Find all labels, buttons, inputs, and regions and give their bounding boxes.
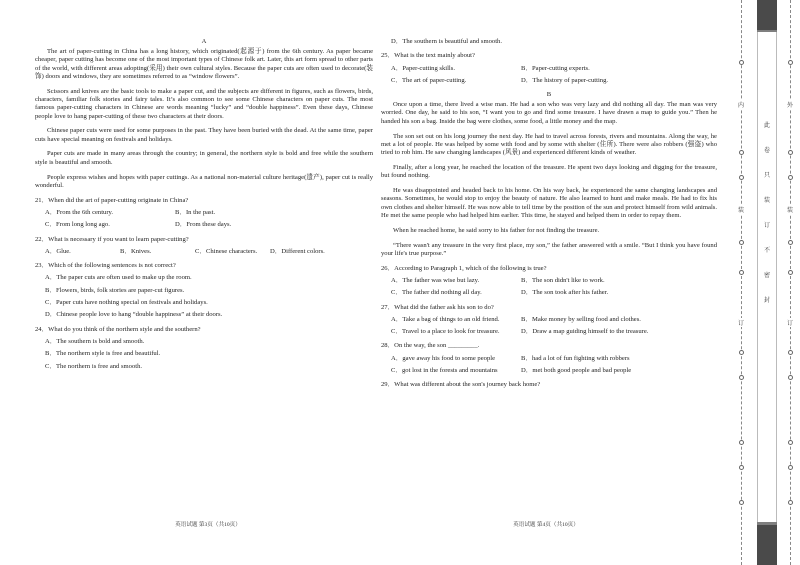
- options-row: [35, 311, 373, 319]
- question: [381, 304, 717, 337]
- question-stem: 23．Which of the following sentences is not correct?: [35, 262, 176, 270]
- paragraph: Chinese paper cuts were used for some purposes in the past. They have been buried with the dead. At the same time, paper cuts have special meaning on festivals and holidays.: [35, 127, 373, 143]
- binding-side-character: 订: [737, 318, 745, 327]
- page-footer-left: 英语试题 第3页（共10页）: [175, 522, 241, 528]
- options-row: [35, 221, 373, 229]
- section-title-b: B: [546, 91, 552, 99]
- passage-b: [381, 101, 717, 258]
- options-row: [381, 38, 717, 46]
- options-row: [381, 316, 717, 324]
- paragraph: The son set out on his long journey the next day. He had to travel across forests, rivers and mountains. Along the way, he met a lot of people. He was helped by some with food and by some with shelter (住所). There were also robbers (强盗) who tried to rob him. He saw changing landscapes (风景) and experienced different kinds of weather.: [381, 132, 717, 157]
- paragraph: He was disappointed and headed back to his home. On his way back, he experienced the same changing landscapes and seasons. Sometimes, he would stop to enjoy the beauty of nature. He also learned to hunt and make meals. He had to fix his own clothes and shelter himself. He was now able to tell time by the position of the sun and protect himself from wild animals. He met the same people who had helped him earlier. This time, he stayed and helped them in order to repay them.: [381, 187, 717, 219]
- paragraph: The art of paper-cutting in China has a long history, which originated(起源于) from the 6th century. As paper became cheaper, paper cutting has become one of the most important types of Chinese folk art. Later, this art form spread to other parts of the world, with different areas adopting(采用) their own cultural styles. Because the paper cuts are often used to decorate(装饰) doors and windows, they are sometimes referred to as “window flowers”.: [35, 48, 373, 80]
- paragraph: “There wasn't any treasure in the very first place, my son,” the father answered with a smile. “But I think you have found your life's true purpose.”: [381, 241, 717, 257]
- options-row: [381, 277, 717, 285]
- answer-option: C．Chinese characters.: [195, 247, 258, 255]
- answer-option: B．Make money by selling food and clothes.: [521, 315, 641, 323]
- options-row: [381, 65, 717, 73]
- answer-option: D．The son took after his father.: [521, 289, 609, 297]
- right-column: [381, 38, 717, 396]
- left-column: [35, 38, 373, 377]
- binding-side-character: 内: [737, 100, 745, 109]
- binding-hole: [739, 240, 744, 245]
- answer-option: A．Paper-cutting skills.: [391, 64, 455, 72]
- answer-option: C．The art of paper-cutting.: [391, 76, 467, 84]
- answer-option: A．Glue.: [45, 247, 71, 255]
- answer-option: A．gave away his food to some people: [391, 354, 496, 362]
- question: [381, 265, 717, 298]
- question: [381, 38, 717, 46]
- binding-bar-top: [757, 0, 777, 30]
- question: [381, 52, 717, 85]
- paragraph: Once upon a time, there lived a wise man. He had a son who was very lazy and did nothing all day. The man was very worried. One day, he said to his son, “I want you to go and find some treasure. I have drawn a map to guide you.” Then he handed his son a bag. Inside the bag were clothes, some food, a little money and the map.: [381, 101, 717, 125]
- question-stem: 26．According to Paragraph 1, which of the following is true?: [381, 264, 547, 272]
- answer-option: D．The southern is beautiful and smooth.: [391, 38, 502, 45]
- binding-hole: [739, 350, 744, 355]
- question-stem: 22．What is necessary if you want to learn paper-cutting?: [35, 235, 189, 243]
- answer-option: C．From long long ago.: [45, 221, 110, 229]
- questions-26-29: [381, 265, 717, 390]
- options-row: [381, 289, 717, 297]
- paragraph: Paper cuts are made in many areas through the country; in general, the northern style is bold and free while the southern style is beautiful and smooth.: [35, 150, 373, 166]
- binding-hole: [739, 500, 744, 505]
- binding-dotted-line-inner: [741, 0, 742, 565]
- options-row: [381, 367, 717, 375]
- options-row: [35, 248, 373, 256]
- page-footer-right: 英语试题 第4页（共10页）: [513, 522, 579, 528]
- question-stem: 27．What did the father ask his son to do?: [381, 303, 494, 311]
- seal-character: 装: [763, 198, 770, 204]
- paragraph: Finally, after a long year, he reached the location of the treasure. He spent two days looking and digging for the treasure, but found nothing.: [381, 163, 717, 180]
- binding-hole: [788, 175, 793, 180]
- question-25: [381, 52, 717, 85]
- binding-hole: [739, 60, 744, 65]
- binding-bar-bottom: [757, 525, 777, 565]
- binding-hole: [739, 465, 744, 470]
- question-stem: 25．What is the text mainly about?: [381, 52, 475, 60]
- binding-hole: [788, 465, 793, 470]
- seal-character: 此: [763, 123, 770, 129]
- seal-character: 订: [763, 223, 770, 229]
- answer-option: D．met both good people and bad people: [521, 367, 632, 375]
- binding-side-character: 外: [786, 100, 794, 109]
- answer-option: B．Paper-cutting experts.: [521, 64, 590, 72]
- paragraph: When he reached home, he said sorry to his father for not finding the treasure.: [393, 226, 600, 234]
- question: [381, 342, 717, 375]
- binding-hole: [788, 270, 793, 275]
- binding-side-character: 装: [737, 205, 745, 214]
- options-row: [381, 77, 717, 85]
- binding-hole: [739, 375, 744, 380]
- question-stem: 21．When did the art of paper-cutting originate in China?: [35, 196, 189, 204]
- binding-hole: [788, 500, 793, 505]
- binding-side-character: 装: [786, 205, 794, 214]
- seal-character: 只: [763, 173, 770, 179]
- seal-character: 密: [763, 273, 770, 279]
- question: [35, 326, 373, 371]
- options-row: [381, 328, 717, 336]
- seal-character: 不: [763, 248, 770, 254]
- binding-dotted-line-outer: [790, 0, 791, 565]
- binding-hole: [788, 60, 793, 65]
- seal-character: 封: [763, 298, 770, 304]
- answer-option: A．Take a bag of things to an old friend.: [391, 315, 500, 323]
- answer-option: C．got lost in the forests and mountains: [391, 367, 498, 375]
- binding-hole: [788, 150, 793, 155]
- options-row: [381, 355, 717, 363]
- options-row: [35, 350, 373, 358]
- seal-character: 卷: [763, 148, 770, 154]
- options-row: [35, 338, 373, 346]
- answer-option: A．From the 6th century.: [45, 208, 114, 216]
- answer-option: B．had a lot of fun fighting with robbers: [521, 354, 630, 362]
- binding-hole: [788, 440, 793, 445]
- binding-hole: [788, 375, 793, 380]
- options-row: [35, 274, 373, 282]
- answer-option: C．The father did nothing all day.: [391, 289, 482, 297]
- answer-option: C．Travel to a place to look for treasure.: [391, 328, 500, 336]
- question: [35, 236, 373, 257]
- options-row: [35, 287, 373, 295]
- answer-option: C．Paper cuts have nothing special on festivals and holidays.: [45, 299, 208, 307]
- answer-option: D．The history of paper-cutting.: [521, 76, 609, 84]
- binding-hole: [739, 150, 744, 155]
- passage-a: [35, 48, 373, 190]
- answer-option: D．Draw a map guiding himself to the treasure.: [521, 328, 649, 336]
- answer-option: A．The southern is bold and smooth.: [45, 337, 145, 345]
- paragraph: People express wishes and hopes with paper cuttings. As a national non-material culture heritage(遗产), paper cut is really wonderful.: [35, 173, 373, 189]
- binding-hole: [739, 175, 744, 180]
- answer-option: A．The father was wise but lazy.: [391, 276, 480, 284]
- question: [35, 262, 373, 319]
- paragraph: Scissors and knives are the basic tools to make a paper cut, and the subjects are different in figures, such as flowers, birds, characters, familiar folk stories and fairy tales. It’s also common to see some Chinese characters on paper cuts. The most famous paper-cutting characters in Chinese are words meaning “lucky” and “double happiness”. Even these days, Chinese people love to hang paper-cutting of these two characters at their doors.: [35, 87, 373, 120]
- question-stem: 24．What do you think of the northern style and the southern?: [35, 325, 201, 333]
- question: [381, 381, 717, 389]
- answer-option: B．The son didn't like to work.: [521, 276, 605, 284]
- binding-hole: [788, 350, 793, 355]
- answer-option: D．Different colors.: [270, 247, 325, 255]
- answer-option: B．The northern style is free and beautiful.: [45, 350, 161, 358]
- binding-hole: [739, 440, 744, 445]
- answer-option: B．Knives.: [120, 247, 152, 255]
- answer-option: D．Chinese people love to hang “double happiness” at their doors.: [45, 311, 223, 319]
- binding-hole: [739, 270, 744, 275]
- binding-side-character: 订: [786, 318, 794, 327]
- answer-option: B．Flowers, birds, folk stories are paper-cut figures.: [45, 286, 185, 294]
- questions-21-24: [35, 197, 373, 371]
- binding-hole: [788, 240, 793, 245]
- question-stem: 28．On the way, the son _________.: [381, 342, 480, 350]
- answer-option: A．The paper cuts are often used to make up the room.: [45, 274, 192, 282]
- options-row: [35, 299, 373, 307]
- answer-option: C．The northern is free and smooth.: [45, 362, 143, 370]
- answer-option: D．From these days.: [175, 221, 232, 229]
- question-24-continued: [381, 38, 717, 46]
- section-title-a: A: [201, 38, 207, 45]
- question-stem: 29．What was different about the son's journey back home?: [381, 381, 541, 389]
- options-row: [35, 209, 373, 217]
- question: [35, 197, 373, 230]
- options-row: [35, 363, 373, 371]
- answer-option: B．In the past.: [175, 208, 216, 216]
